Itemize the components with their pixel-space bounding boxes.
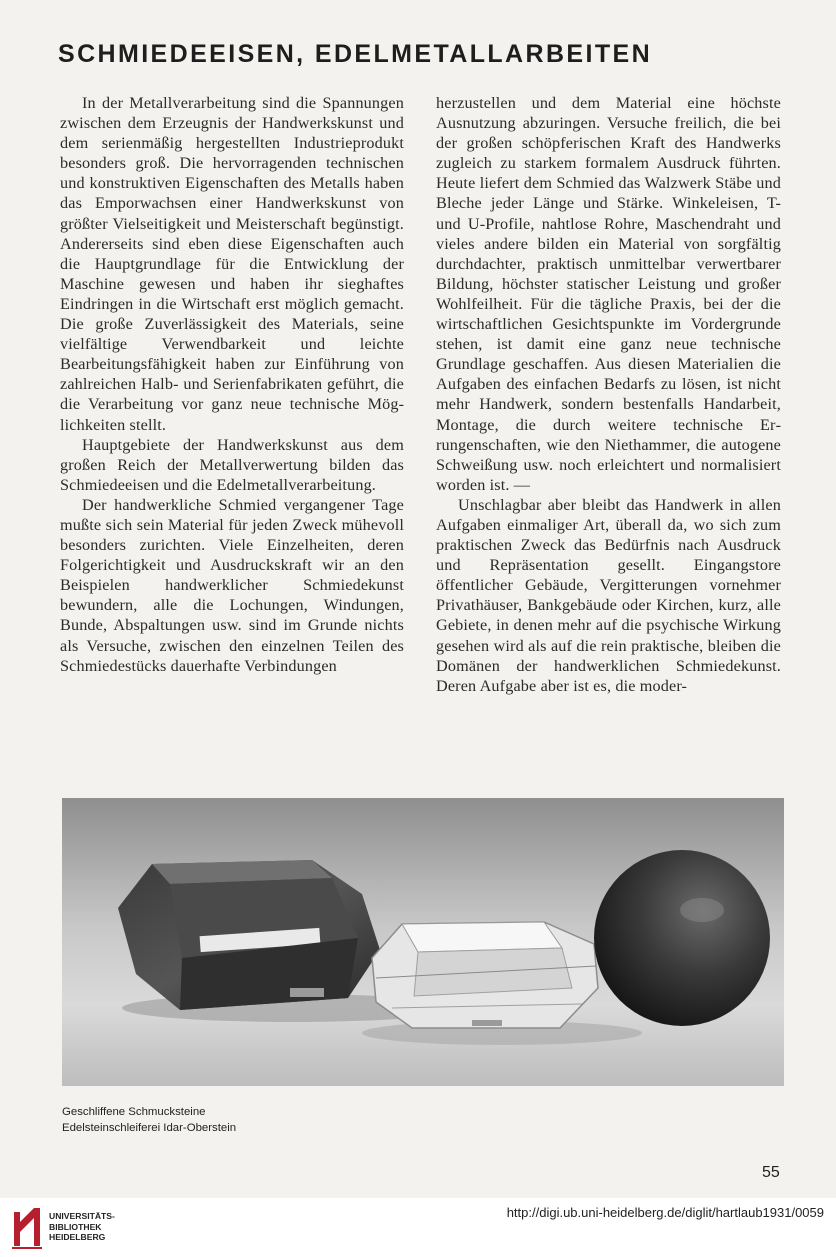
clear-crystal-stone [372,922,598,1028]
source-url-link[interactable]: http://digi.ub.uni-heidelberg.de/diglit/hartlaub1931/0059 [506,1205,824,1220]
paragraph: Unschlagbar aber bleibt das Handwerk in allen Aufgaben einmaliger Art, überall da, wo sich zum praktischen Zweck das Bedürfnis nach Ausdruck und Repräsentation gesellt. Eingangstore öffentlicher Gebäude, Vergitterungen vornehmer Privathäuser, Bankgebäude oder Kirchen, kurz, alle Gebiete, in denen mehr auf die psychische Wirkung gesehen wird als auf die rein praktische, bleiben die Domänen der handwerklichen Schmiedekunst. Deren Aufgabe aber ist es, die moder- [436,495,781,695]
text-column-right [436,93,781,696]
gemstones-illustration [62,798,784,1086]
library-name-line: HEIDELBERG [49,1232,106,1243]
paragraph: Hauptgebiete der Handwerkskunst aus dem großen Reich der Metallverwertung bilden das Schmiedeeisen und die Edelmetallverarbeitung. [60,435,404,494]
paragraph: Der handwerkliche Schmied vergangener Tage mußte sich sein Material für jeden Zweck mühevoll besonders zurichten. Viele Einzelheiten, deren Folgerichtigkeit und Ausdruckskraft wir an den Beispielen handwerklicher Schmiedekunst bewundern, alle die Lochungen, Windungen, Bunde, Abspaltungen usw. sind im Grunde nichts als Versuche, zwischen den einzelnen Teilen des Schmiedestücks dauerhafte Verbindungen [60,495,404,675]
emerald-cut-stone [118,860,380,1010]
library-name [49,1211,115,1243]
paragraph: In der Metallverarbeitung sind die Spannungen zwischen dem Erzeugnis der Handwerkskunst und dem serienmäßig hergestellten Industrieprodukt besonders groß. Die hervorragenden technischen und konstruktiven Eigenschaften des Metalls haben das Emporwachsen einer Handwerkskunst von größter Vielseitigkeit und Meisterschaft begünstigt. Andererseits sind eben diese Eigenschaften auch die Hauptgrundlage für die Entwicklung der Maschine gewesen und haben ihr sieghaftes Eindringen in die Wirtschaft erst möglich gemacht. Die große Zuverlässigkeit des Materials, seine vielfältige Verwendbarkeit und leichte Bearbeitungsfähigkeit haben zur Einführung von zahlreichen Halb- und Serienfabrikaten geführt, die die Verarbeitung vor ganz neue technische Möglichkeiten stellt. [60,94,404,434]
text-column-left [60,93,404,676]
caption-line: Edelsteinschleiferei Idar-Oberstein [62,1122,237,1134]
university-library-logo-icon [10,1206,44,1250]
library-name-line: BIBLIOTHEK [49,1221,102,1232]
figure-caption [62,1104,236,1136]
library-name-line: UNIVERSITÄTS- [49,1211,115,1221]
paragraph: herzustellen und dem Material eine höchste Ausnutzung abzuringen. Versuche freilich, die bei der großen schöpferischen Kraft des Handwerks zugleich zu starkem formalem Ausdruck führten. Heute liefert dem Schmied das Walzwerk Stäbe und Bleche jeder Länge und Stärke. Winkeleisen, T- und U-Profile, nahtlose Rohre, Maschendraht und vieles andere bilden ein Material von sorgfältig durchdachter, praktisch unmittelbar verwertbarer Bildung, höchster statischer Leistung und großer Wohlfeilheit. Für die tägliche Praxis, bei der die wirtschaftlichen Gesichtspunkte im Vordergrunde stehen, ist damit eine ganz neue technische Grundlage geschaffen. Aus diesen Materialien die Aufgaben des einfachen Bedarfs zu lösen, ist nicht mehr Handwerk, sondern bestenfalls Handarbeit, Montage, die durch weitere technische Errungenschaften, wie den Niethammer, die autogene Schweißung usw. noch erleichtert und normalisiert worden ist. — [436,94,781,494]
caption-line: Geschliffene Schmucksteine [62,1106,206,1118]
gemstones-photo [62,798,784,1086]
page-headline: SCHMIEDEEISEN, EDELMETALLARBEITEN [58,40,653,68]
dark-sphere-stone [594,850,770,1026]
page-number: 55 [762,1164,780,1181]
